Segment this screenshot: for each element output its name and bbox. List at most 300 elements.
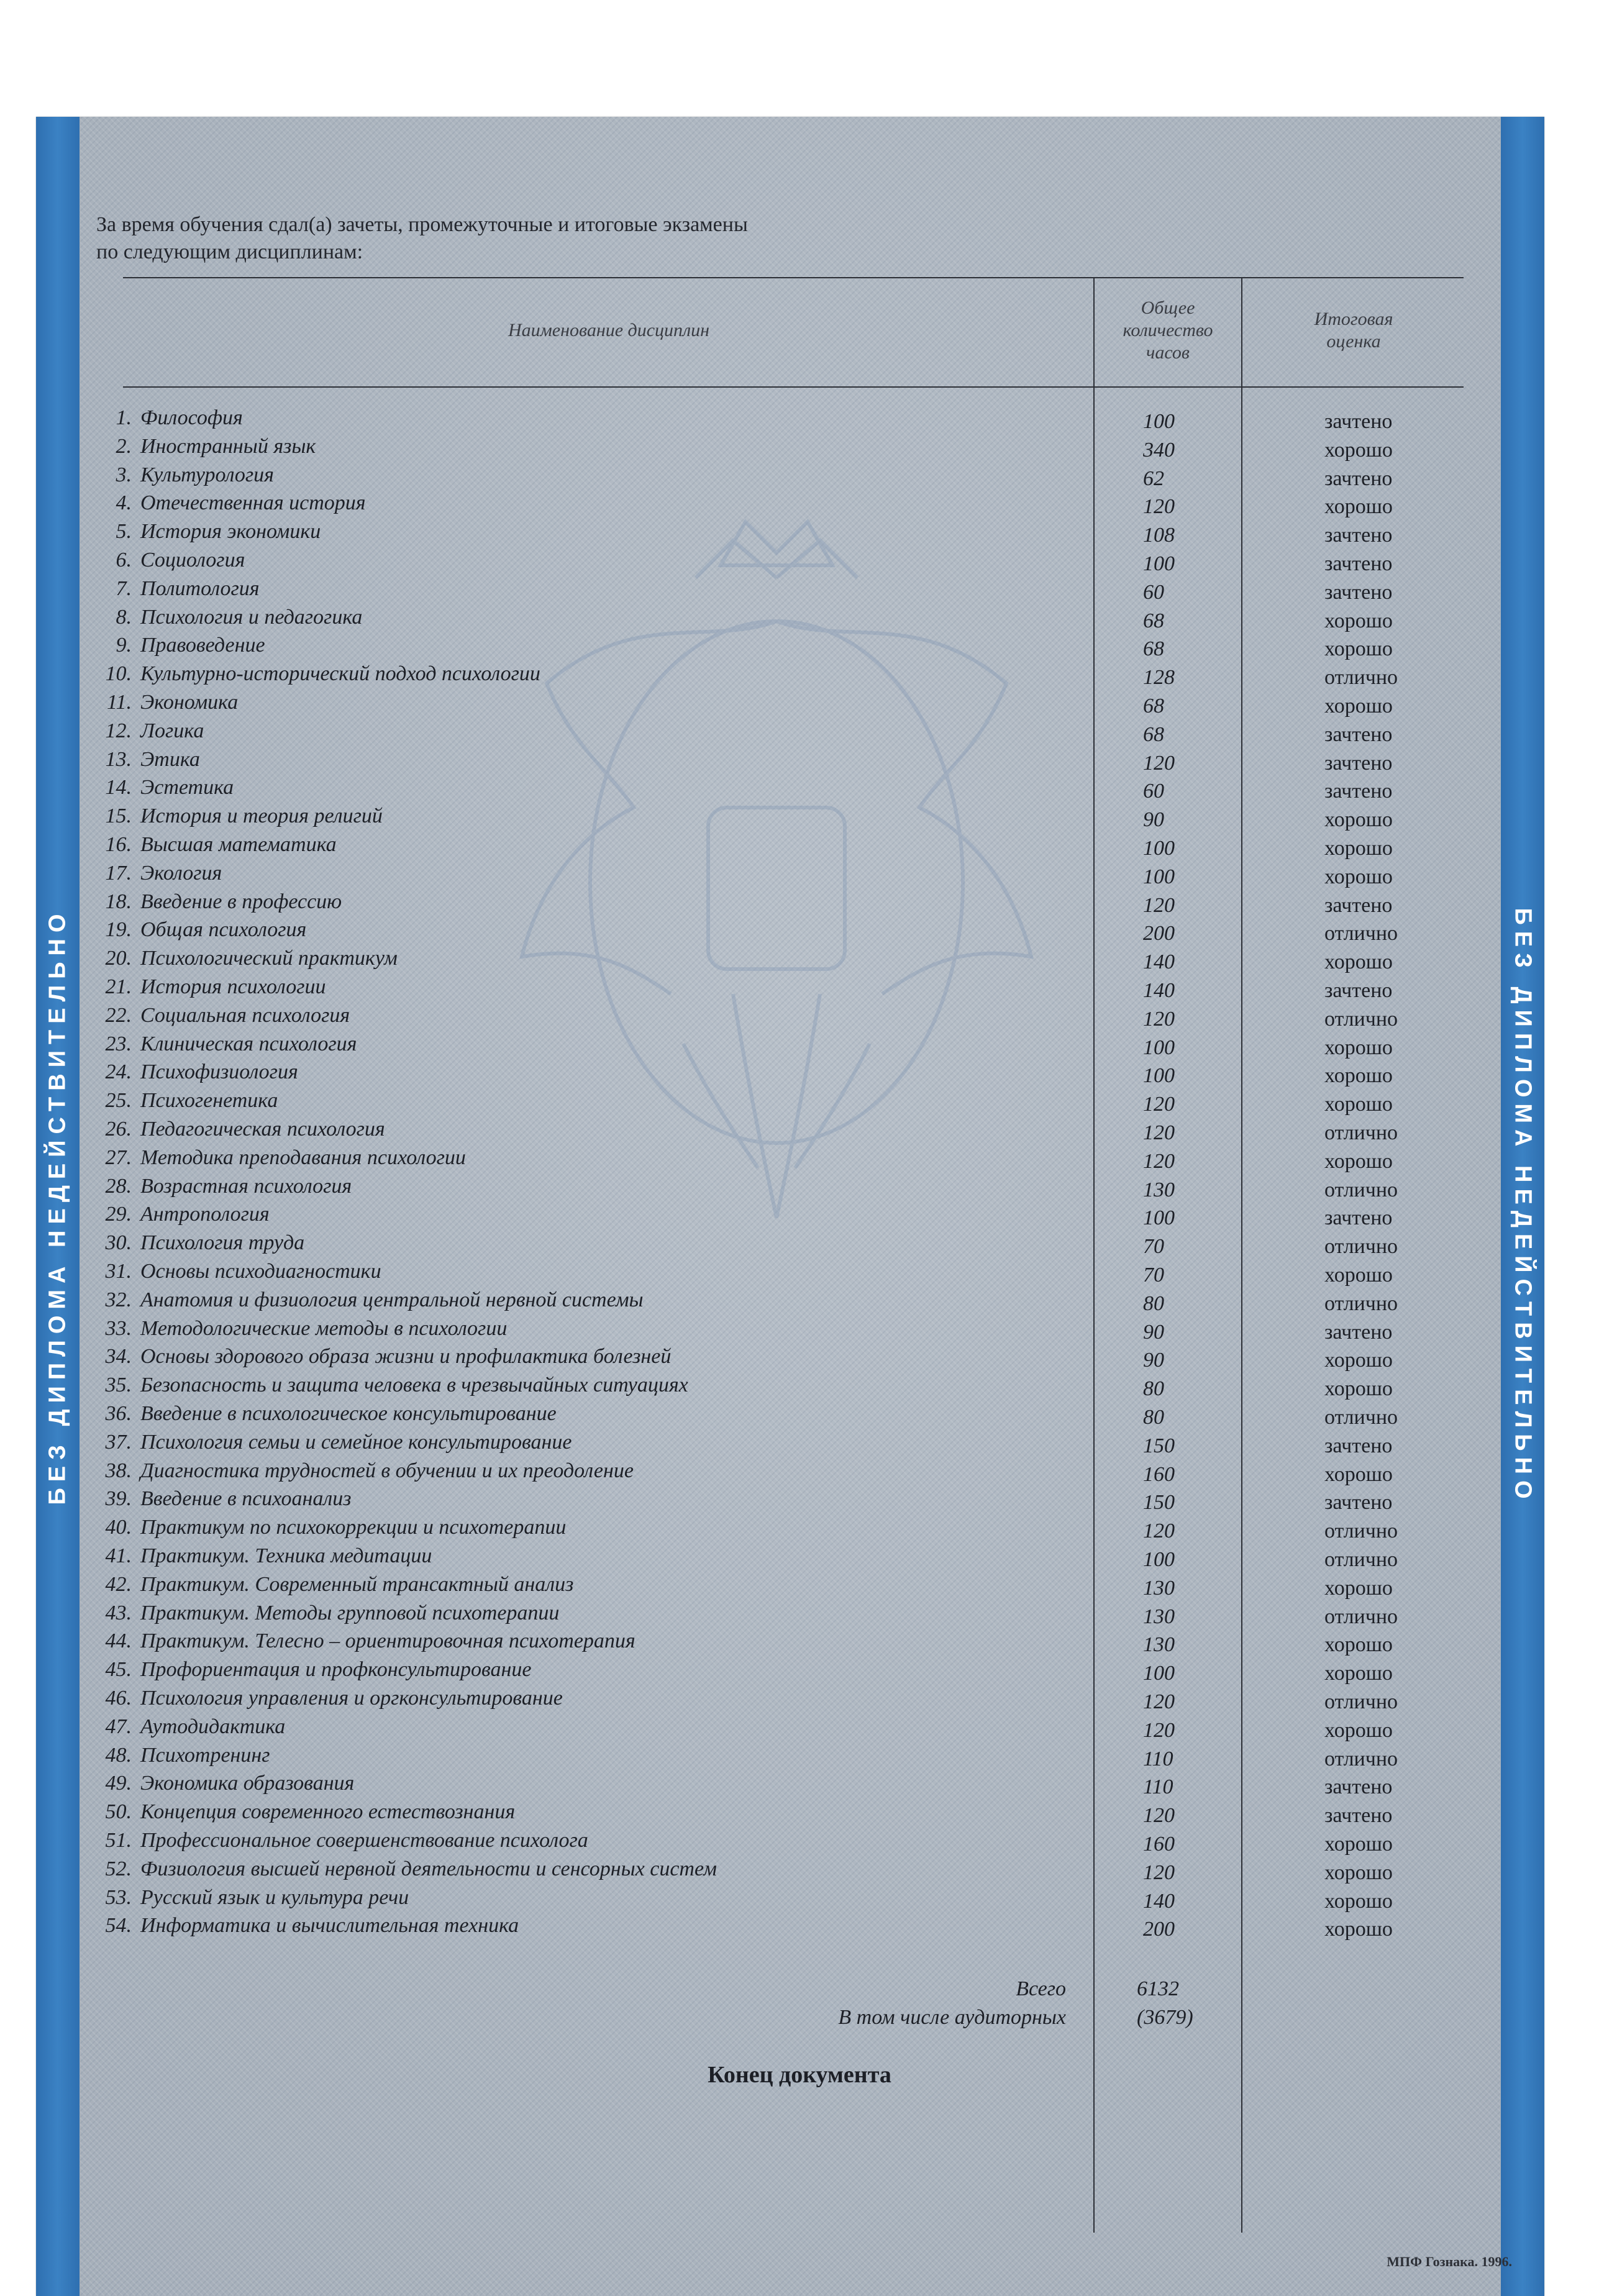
discipline-title: Культурно-исторический подход психологии [140, 662, 540, 685]
table-row [93, 1798, 1460, 1826]
table-row [93, 575, 1460, 603]
discipline-hours: 70 [1143, 1235, 1164, 1258]
header-grade-line-2: оценка [1326, 331, 1381, 352]
discipline-hours: 120 [1143, 1690, 1175, 1713]
discipline-hours: 130 [1143, 1178, 1175, 1201]
discipline-number: 7. [116, 577, 132, 600]
discipline-title: Практикум. Техника медитации [140, 1544, 432, 1567]
discipline-title: Информатика и вычислительная техника [140, 1914, 519, 1937]
discipline-hours: 130 [1143, 1577, 1175, 1600]
discipline-title: История экономики [140, 520, 321, 543]
end-of-document: Конец документа [708, 2062, 891, 2088]
discipline-title: История и теория религий [140, 804, 383, 827]
discipline-title: Педагогическая психология [140, 1118, 385, 1141]
table-row [93, 603, 1460, 632]
discipline-number: 24. [105, 1060, 132, 1083]
discipline-grade: отлично [1324, 1690, 1398, 1713]
discipline-name [93, 1855, 717, 1884]
table-row [93, 631, 1460, 660]
discipline-hours: 120 [1143, 1719, 1175, 1742]
discipline-name [93, 1741, 270, 1770]
discipline-grade: зачтено [1324, 552, 1393, 575]
discipline-title: Безопасность и защита человека в чрезвычайных ситуациях [140, 1374, 688, 1396]
table-row [93, 1684, 1460, 1713]
discipline-name [93, 489, 366, 517]
discipline-grade: отлично [1324, 666, 1398, 689]
discipline-hours: 100 [1143, 865, 1175, 888]
discipline-name [93, 773, 234, 802]
discipline-grade: зачтено [1324, 780, 1393, 803]
discipline-name [93, 1826, 588, 1855]
discipline-hours: 120 [1143, 1150, 1175, 1173]
discipline-title: Анатомия и физиология центральной нервной системы [140, 1288, 644, 1311]
discipline-grade: хорошо [1324, 637, 1393, 660]
discipline-title: Психология и педагогика [140, 606, 363, 629]
discipline-name [93, 1229, 304, 1257]
discipline-title: Введение в профессию [140, 890, 342, 913]
discipline-hours: 120 [1143, 752, 1175, 775]
discipline-title: Методика преподавания психологии [140, 1146, 466, 1169]
discipline-grade: хорошо [1324, 1093, 1393, 1116]
table-row [93, 432, 1460, 461]
discipline-number: 36. [105, 1402, 132, 1425]
discipline-hours: 140 [1143, 950, 1175, 973]
discipline-hours: 340 [1143, 439, 1175, 462]
auditory-value: (3679) [1137, 2006, 1193, 2029]
discipline-name [93, 1599, 559, 1628]
discipline-number: 33. [105, 1317, 132, 1340]
discipline-grade: хорошо [1324, 808, 1393, 831]
discipline-grade: хорошо [1324, 1064, 1393, 1087]
discipline-grade: хорошо [1324, 1890, 1393, 1913]
discipline-number: 35. [105, 1374, 132, 1396]
header-grade-line-1: Итоговая [1314, 309, 1393, 329]
discipline-hours: 128 [1143, 666, 1175, 689]
discipline-number: 53. [105, 1886, 132, 1909]
discipline-number: 8. [116, 606, 132, 629]
discipline-name [93, 1257, 381, 1286]
discipline-name [93, 1884, 409, 1912]
discipline-title: Общая психология [140, 918, 307, 941]
discipline-number: 9. [116, 634, 132, 657]
discipline-title: Эстетика [140, 776, 234, 799]
table-row [93, 489, 1460, 517]
discipline-grade: хорошо [1324, 837, 1393, 860]
discipline-grade: хорошо [1324, 695, 1393, 718]
discipline-grade: зачтено [1324, 1206, 1393, 1229]
table-row [93, 717, 1460, 745]
discipline-title: Психогенетика [140, 1089, 278, 1112]
discipline-number: 10. [105, 662, 132, 685]
discipline-grade: хорошо [1324, 1463, 1393, 1486]
discipline-name [93, 1656, 532, 1684]
discipline-title: Психологический практикум [140, 947, 398, 970]
discipline-name [93, 1371, 688, 1400]
table-row [93, 1513, 1460, 1542]
header-discipline-name: Наименование дисциплин [508, 320, 709, 340]
table-row [93, 688, 1460, 717]
discipline-hours: 140 [1143, 979, 1175, 1002]
table-row [93, 1229, 1460, 1257]
discipline-grade: зачтено [1324, 1434, 1393, 1457]
discipline-title: Профессиональное совершенствование психолога [140, 1829, 588, 1852]
discipline-name [93, 1200, 270, 1229]
discipline-name [93, 546, 245, 575]
discipline-hours: 120 [1143, 1804, 1175, 1827]
discipline-title: Практикум. Методы групповой психотерапии [140, 1601, 560, 1624]
discipline-number: 17. [105, 862, 132, 885]
discipline-name [93, 1798, 515, 1826]
discipline-title: Диагностика трудностей в обучении и их преодоление [140, 1459, 634, 1482]
header-total-hours [1096, 297, 1240, 364]
discipline-grade: зачтено [1324, 1804, 1393, 1827]
discipline-hours: 100 [1143, 837, 1175, 860]
discipline-name [93, 888, 342, 916]
discipline-number: 39. [105, 1487, 132, 1510]
discipline-hours: 60 [1143, 780, 1164, 803]
discipline-hours: 80 [1143, 1292, 1164, 1315]
discipline-grade: хорошо [1324, 495, 1393, 518]
table-top-rule [123, 277, 1464, 278]
discipline-number: 28. [105, 1175, 132, 1198]
discipline-number: 2. [116, 435, 132, 458]
table-row [93, 916, 1460, 944]
discipline-name [93, 1314, 507, 1343]
table-header-rule [123, 386, 1464, 388]
discipline-number: 23. [105, 1032, 132, 1055]
discipline-hours: 160 [1143, 1463, 1175, 1486]
discipline-grade: отлично [1324, 1292, 1398, 1315]
discipline-name [93, 717, 204, 745]
discipline-number: 48. [105, 1744, 132, 1767]
discipline-hours: 90 [1143, 808, 1164, 831]
discipline-hours: 200 [1143, 922, 1175, 945]
discipline-name [93, 631, 265, 660]
discipline-number: 51. [105, 1829, 132, 1852]
discipline-hours: 68 [1143, 637, 1164, 660]
discipline-name [93, 1513, 566, 1542]
discipline-number: 47. [105, 1715, 132, 1738]
discipline-hours: 110 [1143, 1775, 1173, 1798]
discipline-number: 21. [105, 975, 132, 998]
discipline-grade: хорошо [1324, 1377, 1393, 1400]
discipline-hours: 100 [1143, 1064, 1175, 1087]
discipline-name [93, 745, 200, 774]
discipline-name [93, 973, 326, 1001]
discipline-title: Социальная психология [140, 1004, 350, 1027]
discipline-number: 16. [105, 833, 132, 856]
table-row [93, 1286, 1460, 1314]
table-row [93, 1457, 1460, 1485]
discipline-number: 40. [105, 1516, 132, 1539]
table-row [93, 1485, 1460, 1513]
discipline-hours: 130 [1143, 1605, 1175, 1628]
discipline-title: Основы здорового образа жизни и профилактика болезней [140, 1345, 672, 1368]
discipline-number: 20. [105, 947, 132, 970]
discipline-hours: 120 [1143, 495, 1175, 518]
discipline-title: Логика [140, 719, 204, 742]
right-security-band [1501, 117, 1544, 2296]
discipline-grade: отлично [1324, 922, 1398, 945]
discipline-number: 6. [116, 549, 132, 572]
discipline-number: 44. [105, 1629, 132, 1652]
table-row [93, 944, 1460, 973]
discipline-name [93, 1058, 298, 1086]
table-row [93, 1115, 1460, 1144]
table-row [93, 461, 1460, 490]
discipline-number: 1. [116, 406, 132, 429]
table-row [93, 1172, 1460, 1201]
discipline-name [93, 1428, 572, 1457]
table-row [93, 1884, 1460, 1912]
discipline-number: 27. [105, 1146, 132, 1169]
table-row [93, 1200, 1460, 1229]
discipline-hours: 60 [1143, 581, 1164, 604]
discipline-grade: зачтено [1324, 1321, 1393, 1344]
table-row [93, 1144, 1460, 1172]
discipline-number: 32. [105, 1288, 132, 1311]
discipline-grade: отлично [1324, 1121, 1398, 1144]
table-row [93, 660, 1460, 688]
discipline-number: 14. [105, 776, 132, 799]
discipline-number: 52. [105, 1857, 132, 1880]
intro-line-2: по следующим дисциплинам: [96, 240, 363, 263]
discipline-number: 4. [116, 491, 132, 514]
discipline-title: Психология труда [140, 1231, 305, 1254]
discipline-number: 12. [105, 719, 132, 742]
discipline-grade: хорошо [1324, 1918, 1393, 1941]
discipline-grade: хорошо [1324, 1861, 1393, 1884]
table-row [93, 1599, 1460, 1628]
discipline-title: Введение в психоанализ [140, 1487, 352, 1510]
discipline-number: 29. [105, 1203, 132, 1226]
discipline-hours: 108 [1143, 524, 1175, 547]
discipline-grade: отлично [1324, 1406, 1398, 1429]
discipline-title: Экономика образования [140, 1772, 355, 1795]
left-security-band [36, 117, 80, 2296]
discipline-hours: 80 [1143, 1406, 1164, 1429]
discipline-grade: отлично [1324, 1519, 1398, 1542]
discipline-grade: хорошо [1324, 1719, 1393, 1742]
table-row [93, 1030, 1460, 1059]
discipline-name [93, 1342, 671, 1371]
discipline-hours: 110 [1143, 1747, 1173, 1770]
discipline-name [93, 802, 383, 831]
discipline-hours: 140 [1143, 1890, 1175, 1913]
discipline-name [93, 831, 337, 859]
discipline-title: Правоведение [140, 634, 265, 657]
table-row [93, 1257, 1460, 1286]
discipline-hours: 120 [1143, 894, 1175, 917]
discipline-title: История психологии [140, 975, 326, 998]
discipline-grade: зачтено [1324, 581, 1393, 604]
discipline-name [93, 1713, 285, 1741]
table-row [93, 1656, 1460, 1684]
discipline-title: Русский язык и культура речи [140, 1886, 409, 1909]
discipline-hours: 200 [1143, 1918, 1175, 1941]
discipline-number: 42. [105, 1573, 132, 1596]
table-row [93, 1001, 1460, 1030]
discipline-name [93, 603, 362, 632]
discipline-title: Экология [140, 862, 222, 885]
discipline-grade: отлично [1324, 1548, 1398, 1571]
discipline-number: 11. [107, 691, 132, 714]
discipline-grade: отлично [1324, 1178, 1398, 1201]
discipline-hours: 100 [1143, 1206, 1175, 1229]
discipline-grade: зачтено [1324, 1775, 1393, 1798]
discipline-number: 13. [105, 748, 132, 771]
table-row [93, 831, 1460, 859]
table-row [93, 773, 1460, 802]
discipline-number: 41. [105, 1544, 132, 1567]
discipline-hours: 100 [1143, 1036, 1175, 1059]
discipline-grade: отлично [1324, 1008, 1398, 1031]
table-row [93, 546, 1460, 575]
discipline-name [93, 1769, 354, 1798]
discipline-hours: 68 [1143, 609, 1164, 632]
table-row [93, 973, 1460, 1001]
discipline-grade: хорошо [1324, 1833, 1393, 1856]
discipline-grade: отлично [1324, 1747, 1398, 1770]
intro-text [96, 211, 1152, 266]
discipline-name [93, 660, 540, 688]
header-hours-line-3: часов [1146, 342, 1190, 363]
discipline-title: Антропология [140, 1203, 270, 1226]
discipline-hours: 120 [1143, 1861, 1175, 1884]
discipline-number: 25. [105, 1089, 132, 1112]
discipline-hours: 130 [1143, 1633, 1175, 1656]
table-row [93, 888, 1460, 916]
discipline-hours: 62 [1143, 467, 1164, 490]
discipline-title: Психология семьи и семейное консультирование [140, 1431, 572, 1454]
intro-line-1: За время обучения сдал(а) зачеты, промежуточные и итоговые экзамены [96, 213, 748, 236]
discipline-number: 22. [105, 1004, 132, 1027]
discipline-name [93, 432, 316, 461]
discipline-number: 45. [105, 1658, 132, 1681]
discipline-name [93, 1001, 350, 1030]
table-row [93, 1627, 1460, 1656]
discipline-title: Политология [140, 577, 260, 600]
discipline-title: Психотренинг [140, 1744, 270, 1767]
discipline-title: Философия [140, 406, 243, 429]
discipline-grade: зачтено [1324, 1491, 1393, 1514]
discipline-grade: отлично [1324, 1235, 1398, 1258]
discipline-title: Психофизиология [140, 1060, 298, 1083]
discipline-name [93, 944, 398, 973]
discipline-grade: отлично [1324, 1605, 1398, 1628]
header-final-grade [1245, 308, 1462, 353]
discipline-number: 50. [105, 1800, 132, 1823]
table-row [93, 1086, 1460, 1115]
discipline-name [93, 1627, 636, 1656]
discipline-number: 15. [105, 804, 132, 827]
discipline-name [93, 1400, 557, 1428]
discipline-grade: зачтено [1324, 524, 1393, 547]
discipline-grade: зачтено [1324, 410, 1393, 433]
discipline-grade: хорошо [1324, 865, 1393, 888]
discipline-title: Аутодидактика [140, 1715, 286, 1738]
discipline-grade: хорошо [1324, 1662, 1393, 1685]
discipline-hours: 68 [1143, 723, 1164, 746]
discipline-grade: хорошо [1324, 1349, 1393, 1372]
table-row [93, 517, 1460, 546]
discipline-number: 30. [105, 1231, 132, 1254]
discipline-hours: 100 [1143, 410, 1175, 433]
discipline-title: Физиология высшей нервной деятельности и сенсорных систем [140, 1857, 717, 1880]
discipline-hours: 80 [1143, 1377, 1164, 1400]
right-band-text: БЕЗ ДИПЛОМА НЕДЕЙСТВИТЕЛЬНО [1510, 908, 1536, 1505]
discipline-number: 34. [105, 1345, 132, 1368]
discipline-number: 26. [105, 1118, 132, 1141]
discipline-grade: зачтено [1324, 467, 1393, 490]
discipline-name [93, 1570, 573, 1599]
discipline-name [93, 1911, 519, 1940]
discipline-number: 18. [105, 890, 132, 913]
total-value: 6132 [1137, 1977, 1179, 2000]
discipline-hours: 120 [1143, 1121, 1175, 1144]
discipline-grade: зачтено [1324, 979, 1393, 1002]
discipline-name [93, 517, 321, 546]
discipline-title: Иностранный язык [140, 435, 316, 458]
discipline-number: 31. [105, 1260, 132, 1283]
discipline-name [93, 1457, 634, 1485]
table-row [93, 1741, 1460, 1770]
discipline-grade: зачтено [1324, 894, 1393, 917]
discipline-hours: 120 [1143, 1008, 1175, 1031]
table-row [93, 1542, 1460, 1570]
discipline-name [93, 1144, 466, 1172]
discipline-name [93, 461, 274, 490]
discipline-hours: 120 [1143, 1519, 1175, 1542]
discipline-name [93, 1684, 563, 1713]
discipline-number: 54. [105, 1914, 132, 1937]
discipline-title: Экономика [140, 691, 239, 714]
discipline-title: Возрастная психология [140, 1175, 352, 1198]
discipline-title: Культурология [140, 463, 274, 486]
header-hours-line-1: Общее [1141, 298, 1195, 318]
table-row [93, 1855, 1460, 1884]
discipline-title: Профориентация и профконсультирование [140, 1658, 532, 1681]
discipline-grade: хорошо [1324, 1633, 1393, 1656]
discipline-title: Социология [140, 549, 245, 572]
discipline-title: Введение в психологическое консультирование [140, 1402, 557, 1425]
discipline-number: 38. [105, 1459, 132, 1482]
discipline-grade: хорошо [1324, 439, 1393, 462]
discipline-number: 46. [105, 1687, 132, 1710]
discipline-hours: 150 [1143, 1434, 1175, 1457]
discipline-name [93, 1172, 352, 1201]
discipline-grade: хорошо [1324, 1036, 1393, 1059]
left-band-text: БЕЗ ДИПЛОМА НЕДЕЙСТВИТЕЛЬНО [44, 908, 71, 1505]
discipline-hours: 100 [1143, 1662, 1175, 1685]
table-row [93, 1769, 1460, 1798]
discipline-hours: 100 [1143, 552, 1175, 575]
discipline-name [93, 1086, 278, 1115]
table-row [93, 1826, 1460, 1855]
discipline-title: Практикум. Телесно – ориентировочная психотерапия [140, 1629, 636, 1652]
discipline-hours: 90 [1143, 1349, 1164, 1372]
discipline-grade: зачтено [1324, 723, 1393, 746]
table-row [93, 404, 1460, 432]
discipline-hours: 150 [1143, 1491, 1175, 1514]
discipline-hours: 100 [1143, 1548, 1175, 1571]
discipline-number: 43. [105, 1601, 132, 1624]
table-row [93, 1342, 1460, 1371]
discipline-name [93, 688, 238, 717]
header-hours-line-2: количество [1123, 320, 1213, 340]
table-row [93, 1058, 1460, 1086]
discipline-grade: зачтено [1324, 752, 1393, 775]
